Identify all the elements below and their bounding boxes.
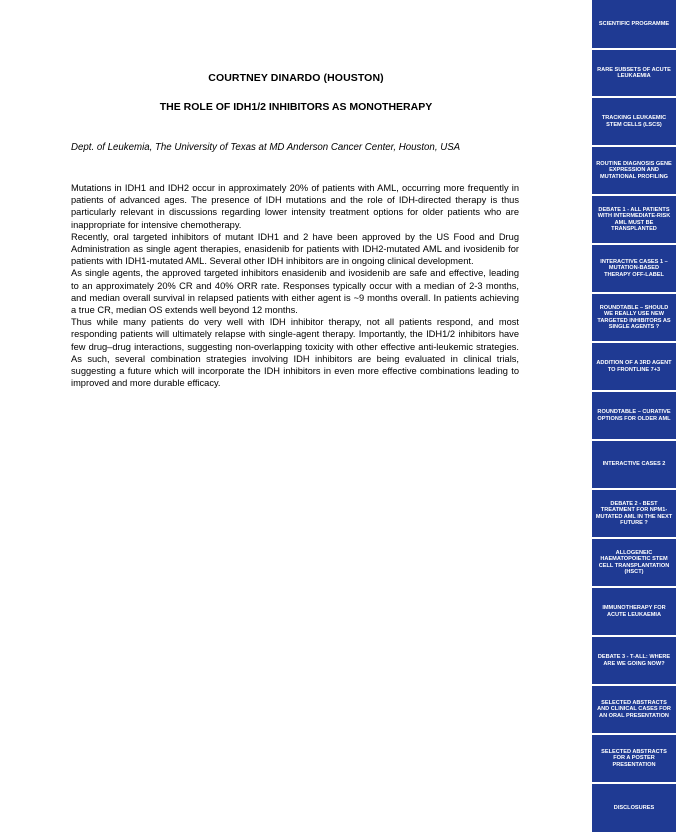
- sidebar-item-label: DEBATE 1 - ALL PATIENTS WITH INTERMEDIATE-RISK AML MUST BE TRANSPLANTED: [597, 206, 671, 232]
- abstract-body: [71, 182, 519, 389]
- sidebar-item-allogeneic-hsct[interactable]: [592, 539, 676, 586]
- sidebar-item-third-agent[interactable]: [592, 343, 676, 390]
- sidebar-item-tracking-lscs[interactable]: [592, 98, 676, 145]
- sidebar-item-oral-abstracts[interactable]: [592, 686, 676, 733]
- sidebar-item-debate-1[interactable]: [592, 196, 676, 243]
- sidebar-item-label: DISCLOSURES: [613, 804, 655, 811]
- sidebar-item-label: SELECTED ABSTRACTS FOR A POSTER PRESENTATION: [601, 748, 667, 768]
- sidebar-item-scientific-programme[interactable]: [592, 0, 676, 48]
- sidebar-item-disclosures[interactable]: [592, 784, 676, 832]
- sidebar-item-interactive-cases-1[interactable]: [592, 245, 676, 292]
- sidebar-item-label: ROUNDTABLE – SHOULD WE REALLY USE NEW TARGETED INHIBITORS AS SINGLE AGENTS ?: [597, 304, 671, 330]
- sidebar-item-poster-abstracts[interactable]: [592, 735, 676, 782]
- sidebar-item-label: ROUNDTABLE – CURATIVE OPTIONS FOR OLDER AML: [597, 409, 671, 422]
- sidebar-item-label: DEBATE 3 - T-ALL: WHERE ARE WE GOING NOW?: [597, 654, 671, 667]
- sidebar-item-immunotherapy[interactable]: [592, 588, 676, 635]
- abstract-paragraph: Mutations in IDH1 and IDH2 occur in approximately 20% of patients with AML, occurring more frequently in patients of advanced ages. The presence of IDH mutations and the role of IDH-directed therapy is thus particularly relevant in discussions regarding lower intensity treatment options for older patients who are inappropriate for intensive chemotherapy.: [71, 183, 519, 230]
- author-heading: COURTNEY DINARDO (HOUSTON): [208, 72, 384, 84]
- sidebar-item-label: ROUTINE DIAGNOSIS GENE EXPRESSION AND MUTATIONAL PROFILING: [596, 160, 672, 180]
- sidebar-item-label: TRACKING LEUKAEMIC STEM CELLS (LSCS): [601, 115, 667, 128]
- sidebar-item-debate-2[interactable]: [592, 490, 676, 537]
- sidebar-item-interactive-cases-2[interactable]: [592, 441, 676, 488]
- abstract-paragraph: As single agents, the approved targeted inhibitors enasidenib and ivosidenib are safe and effective, leading to an approximately 20% CR and 40% ORR rate. Responses typically occur with a median of 2-3 months, and median overall survival in relapsed patients with either agent is ~9 months overall. In patients achieving a true CR, median OS extends well beyond 12 months.: [71, 268, 519, 316]
- affiliation: Dept. of Leukemia, The University of Texas at MD Anderson Cancer Center, Houston, USA: [71, 142, 461, 153]
- abstract-paragraph: Thus while many patients do very well with IDH inhibitor therapy, not all patients respond, and most responding patients will ultimately relapse with single-agent therapy. Importantly, the IDH1/2 inhibitors have few drug–drug interactions, suggesting non-overlapping toxicity with other effective anti-leukemic strategies. As such, several combination strategies involving IDH inhibitors are being evaluated in clinical trials, suggesting a future which will incorporate the IDH inhibitors in even more effective combinations leading to improved and more durable efficacy.: [71, 317, 519, 389]
- sidebar-item-label: INTERACTIVE CASES 1 – MUTATION-BASED THERAPY OFF-LABEL: [600, 258, 668, 278]
- sidebar-item-label: ALLOGENEIC HAEMATOPOIETIC STEM CELL TRANSPLANTATION (HSCT): [598, 549, 670, 575]
- sidebar-item-label: DEBATE 2 - BEST TREATMENT FOR NPM1-MUTATED AML IN THE NEXT FUTURE ?: [595, 500, 673, 526]
- sidebar-item-rare-subsets[interactable]: [592, 50, 676, 96]
- sidebar-item-debate-3[interactable]: [592, 637, 676, 684]
- sidebar-nav: [592, 0, 676, 832]
- sidebar-item-label: ADDITION OF A 3RD AGENT TO FRONTLINE 7+3: [596, 360, 672, 373]
- abstract-title: THE ROLE OF IDH1/2 INHIBITORS AS MONOTHERAPY: [159, 101, 433, 113]
- sidebar-item-roundtable-older-aml[interactable]: [592, 392, 676, 439]
- sidebar-item-label: INTERACTIVE CASES 2: [602, 461, 666, 468]
- abstract-paragraph: Recently, oral targeted inhibitors of mutant IDH1 and 2 have been approved by the US Food and Drug Administration as single agent therapies, enasidenib for patients with IDH2-mutated AML and ivosidenib for patients with IDH1-mutated AML. Several other IDH inhibitors are in ongoing clinical development.: [71, 231, 519, 267]
- sidebar-item-label: SCIENTIFIC PROGRAMME: [598, 20, 670, 27]
- sidebar-item-label: SELECTED ABSTRACTS AND CLINICAL CASES FOR AN ORAL PRESENTATION: [597, 699, 671, 719]
- sidebar-item-roundtable-inhibitors[interactable]: [592, 294, 676, 341]
- sidebar-item-label: RARE SUBSETS OF ACUTE LEUKAEMIA: [597, 66, 671, 79]
- sidebar-item-routine-diagnosis[interactable]: [592, 147, 676, 194]
- sidebar-item-label: IMMUNOTHERAPY FOR ACUTE LEUKAEMIA: [602, 605, 666, 618]
